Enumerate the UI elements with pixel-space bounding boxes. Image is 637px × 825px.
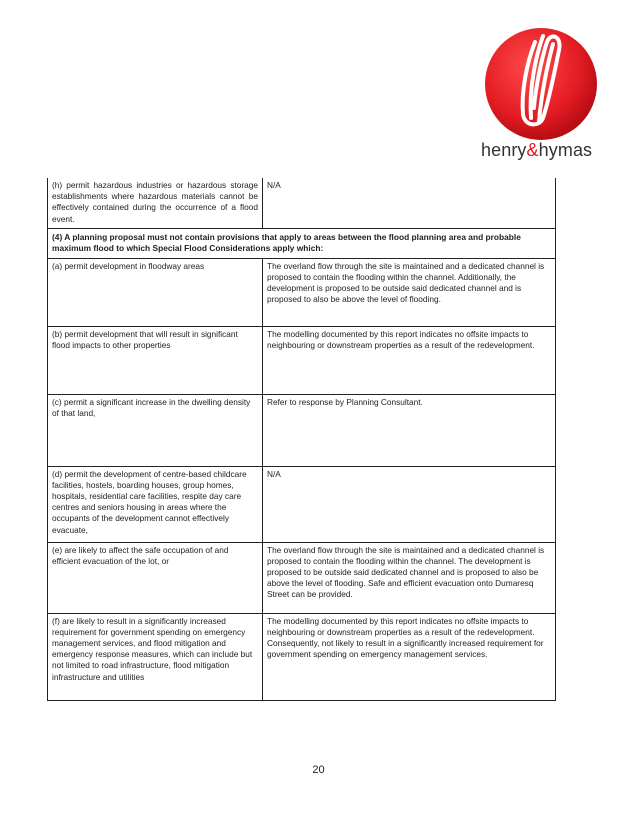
table-row: [48, 326, 556, 394]
table-cell-right: The overland flow through the site is maintained and a dedicated channel is proposed to contain the flooding within the channel. Additionally, the development is proposed to be outside said dedicated channel and is proposed to also be above the level of flooding.: [263, 258, 556, 326]
table-cell-right: [263, 613, 556, 700]
table-section-header-row: [48, 228, 556, 258]
table-cell-left: (c) permit a significant increase in the dwelling density of that land,: [48, 394, 263, 466]
cell-paragraph: The modelling documented by this report indicates no offsite impacts to neighbouring or downstream properties as a result of the redevelopment.: [267, 615, 535, 637]
brand-name-part2: hymas: [538, 140, 593, 160]
cell-paragraph: Consequently, not likely to result in a significantly increased requirement for government spending on emergency management services.: [267, 637, 544, 660]
table-cell-left: (e) are likely to affect the safe occupation of and efficient evacuation of the lot, or: [48, 542, 263, 613]
brand-name: [481, 140, 592, 161]
table-cell-left: (a) permit development in floodway areas: [48, 258, 263, 326]
brand-name-ampersand: &: [526, 140, 539, 160]
table-cell-left: (b) permit development that will result in significant flood impacts to other properties: [48, 326, 263, 394]
table-cell-right: N/A: [263, 466, 556, 542]
table-row: [48, 542, 556, 613]
table-row: [48, 178, 556, 228]
table-cell-right: N/A: [263, 178, 556, 228]
section-header: (4) A planning proposal must not contain provisions that apply to areas between the flood planning area and probable maximum flood to which Special Flood Considerations apply which:: [48, 228, 556, 258]
table-cell-right: The overland flow through the site is maintained and a dedicated channel is proposed to contain the flooding within the channel. The development is proposed to be outside said dedicated channel and is proposed to also be above the level of flooding. Safe and efficient evacuation onto Dumaresq Street can be provided.: [263, 542, 556, 613]
brand-name-part1: henry: [481, 140, 527, 160]
page-number: 20: [312, 764, 325, 776]
paperclip-logo-icon: [477, 22, 607, 142]
table-row: [48, 394, 556, 466]
table-cell-left: (f) are likely to result in a significantly increased requirement for government spending on emergency management services, and flood mitigation and emergency response measures, which can include but not limited to road infrastructure, flood mitigation infrastructure and utilities: [48, 613, 263, 700]
table-cell-left: (h) permit hazardous industries or hazardous storage establishments where hazardous materials cannot be effectively contained during the occurrence of a flood event.: [48, 178, 263, 228]
table-row: [48, 613, 556, 700]
table-cell-left: (d) permit the development of centre-based childcare facilities, hostels, boarding houses, group homes, hospitals, residential care facilities, respite day care centres and seniors housing in areas where the occupants of the development cannot effectively evacuate,: [48, 466, 263, 542]
table-cell-right: The modelling documented by this report indicates no offsite impacts to neighbouring or downstream properties as a result of the redevelopment.: [263, 326, 556, 394]
flood-considerations-table: [47, 178, 556, 701]
table-cell-right: Refer to response by Planning Consultant.: [263, 394, 556, 466]
table-row: [48, 466, 556, 542]
table-row: [48, 258, 556, 326]
